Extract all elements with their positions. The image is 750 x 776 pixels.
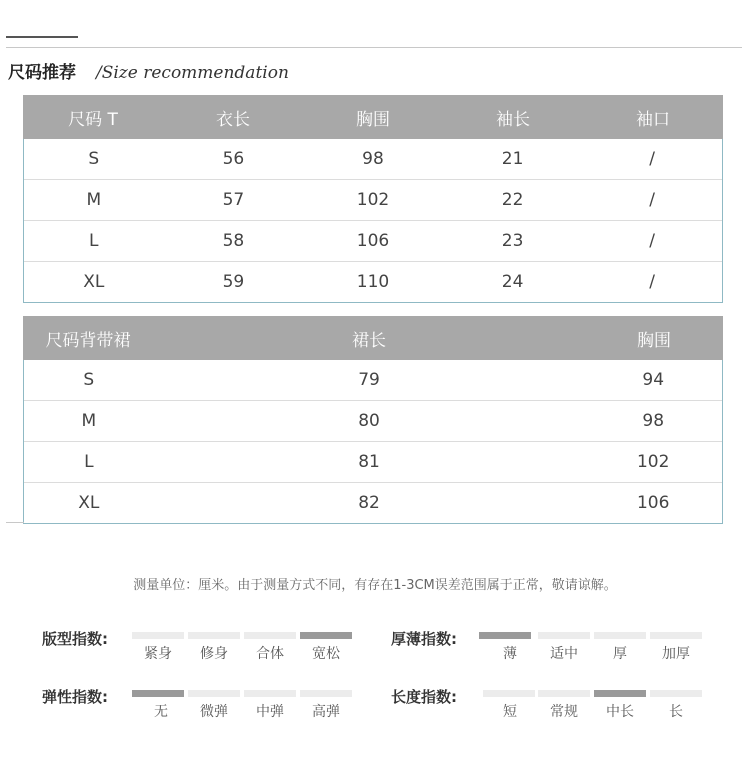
- indicator-bar-segment: [538, 632, 590, 639]
- column-header-size: 尺码背带裙: [45, 330, 131, 351]
- column-header-skirt-length: 裙长: [352, 330, 386, 351]
- indicator-option: 微弹: [200, 704, 228, 720]
- indicator-bar-segment: [650, 690, 702, 697]
- table-row: [24, 262, 722, 302]
- indicator-bar-segment: [594, 632, 646, 639]
- section-title-en: /Size recommendation: [96, 63, 289, 83]
- table-cell: 24: [501, 272, 524, 292]
- table-cell: S: [88, 149, 100, 169]
- indicator-bar-segment: [132, 690, 184, 697]
- column-header-chest: 胸围: [637, 330, 671, 351]
- section-header: [8, 58, 289, 82]
- indicator-option: 常规: [550, 704, 578, 720]
- indicator-option: 长: [669, 704, 683, 720]
- table-row: [24, 180, 722, 221]
- indicator-option: 加厚: [662, 646, 690, 662]
- indicator-option: 紧身: [144, 646, 172, 662]
- table-cell: /: [649, 149, 656, 169]
- table-header-row: [23, 316, 723, 360]
- table-row: [24, 221, 722, 262]
- table-cell: /: [649, 231, 656, 251]
- table-cell: 98: [362, 149, 384, 169]
- table-cell: L: [89, 231, 99, 251]
- column-header-chest: 胸围: [356, 109, 390, 130]
- indicator-bar-segment: [594, 690, 646, 697]
- indicator-option: 修身: [200, 646, 228, 662]
- indicator-option: 高弹: [312, 704, 340, 720]
- indicator-bar-segment: [244, 690, 296, 697]
- table-cell: XL: [83, 272, 105, 292]
- table-header-row: [23, 95, 723, 139]
- table-cell: 81: [358, 452, 380, 472]
- top-size-table: [23, 95, 723, 303]
- table-cell: 82: [358, 493, 380, 513]
- indicator-label: 长度指数:: [391, 688, 457, 706]
- table-cell: S: [83, 370, 95, 390]
- table-cell: 110: [356, 272, 390, 292]
- table-cell: 59: [222, 272, 245, 292]
- column-header-cuff: 袖口: [636, 109, 670, 130]
- indicator-label: 厚薄指数:: [391, 630, 457, 648]
- table-cell: 79: [358, 370, 380, 390]
- table-cell: 57: [222, 190, 245, 210]
- indicator-bar-segment: [300, 690, 352, 697]
- table-cell: 80: [358, 411, 380, 431]
- table-cell: 102: [636, 452, 670, 472]
- indicator-option: 薄: [503, 646, 517, 662]
- table-cell: M: [86, 190, 102, 210]
- indicator-bar-segment: [483, 690, 535, 697]
- indicator-bar-segment: [188, 690, 240, 697]
- indicator-bar-segment: [538, 690, 590, 697]
- indicator-bar-segment: [132, 632, 184, 639]
- table-row: [24, 442, 722, 483]
- table-cell: 102: [356, 190, 390, 210]
- indicator-option: 无: [154, 704, 168, 720]
- measurement-note: 测量单位：厘米。由于测量方式不同，有存在1-3CM误差范围属于正常，敬请谅解。: [133, 578, 617, 593]
- indicator-label: 版型指数:: [42, 630, 108, 648]
- table-cell: 106: [636, 493, 670, 513]
- table-cell: XL: [78, 493, 100, 513]
- table-cell: 94: [642, 370, 665, 390]
- divider-line: [6, 522, 24, 523]
- indicator-bar-segment: [244, 632, 296, 639]
- skirt-size-table: [23, 316, 723, 524]
- table-cell: M: [81, 411, 97, 431]
- indicator-label: 弹性指数:: [42, 688, 108, 706]
- indicator-option: 厚: [613, 646, 627, 662]
- top-rule-thick: [6, 36, 78, 38]
- table-cell: L: [84, 452, 94, 472]
- table-row: [24, 401, 722, 442]
- indicator-bar-segment: [188, 632, 240, 639]
- table-row: [24, 483, 722, 523]
- table-cell: 106: [356, 231, 390, 251]
- indicator-bar-segment: [479, 632, 531, 639]
- column-header-size: 尺码 T: [68, 109, 118, 130]
- indicator-option: 中弹: [256, 704, 284, 720]
- indicator-option: 合体: [256, 646, 284, 662]
- indicator-bar-segment: [650, 632, 702, 639]
- indicator-option: 短: [503, 704, 517, 720]
- table-cell: 23: [501, 231, 524, 251]
- table-cell: 58: [222, 231, 245, 251]
- table-cell: 56: [222, 149, 245, 169]
- indicator-bar-segment: [300, 632, 352, 639]
- indicator-option: 宽松: [312, 646, 340, 662]
- top-rule-thin: [6, 47, 742, 48]
- table-cell: 98: [642, 411, 665, 431]
- table-cell: 21: [501, 149, 524, 169]
- table-cell: /: [649, 272, 656, 292]
- section-title-zh: 尺码推荐: [8, 63, 76, 83]
- table-cell: 22: [501, 190, 524, 210]
- indicator-option: 中长: [606, 704, 634, 720]
- indicator-option: 适中: [550, 646, 578, 662]
- column-header-sleeve: 袖长: [496, 109, 530, 130]
- column-header-length: 衣长: [216, 109, 250, 130]
- table-row: [24, 360, 722, 401]
- table-row: [24, 139, 722, 180]
- table-cell: /: [649, 190, 656, 210]
